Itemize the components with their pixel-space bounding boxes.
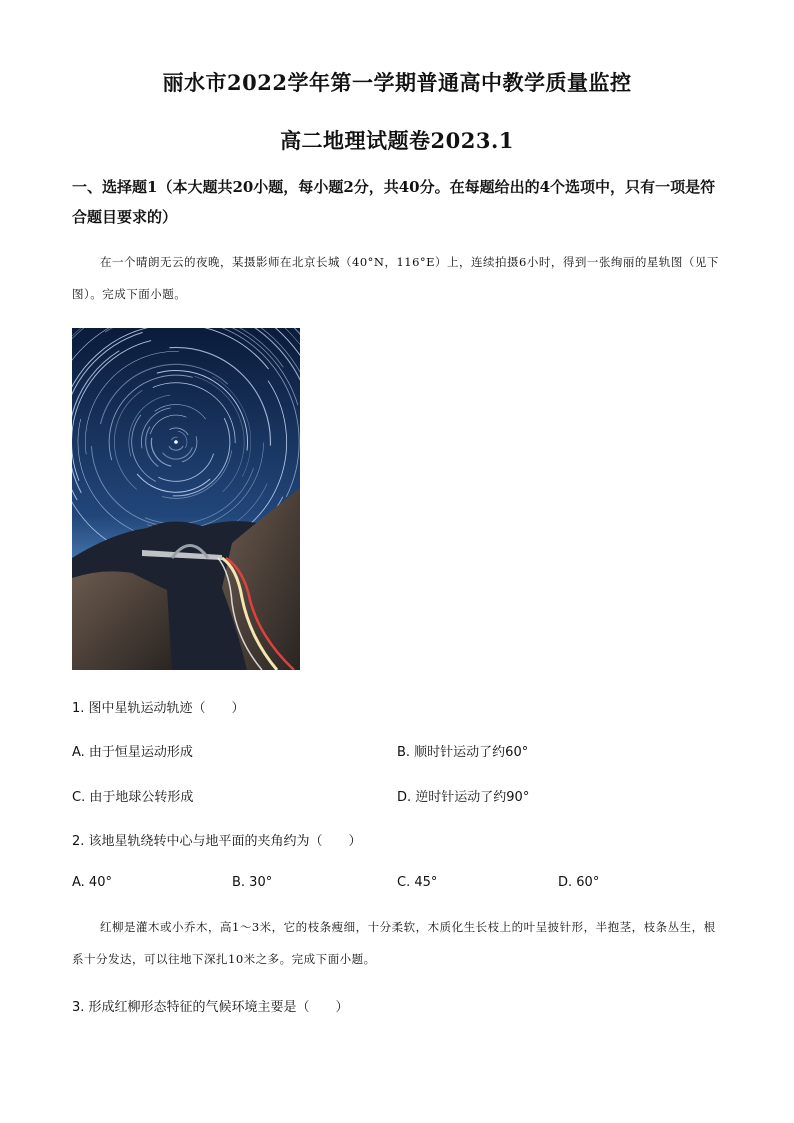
exam-title-line1: 丽水市2022学年第一学期普通高中教学质量监控 — [162, 70, 632, 95]
question-2-option-b: B. 30° — [232, 875, 273, 890]
question-2-option-c: C. 45° — [397, 875, 438, 890]
question-2-stem: 2. 该地星轨绕转中心与地平面的夹角约为（ ） — [72, 834, 362, 849]
pole-star — [174, 440, 178, 444]
question-1-option-d: D. 逆时针运动了约90° — [397, 790, 530, 805]
intro-paragraph-2: 红柳是灌木或小乔木，高1～3米，它的枝条瘦细，十分柔软，木质化生长枝上的叶呈披针形，半抱茎，枝条丛生，根系十分发达，可以往地下深扎10米之多。完成下面小题。 — [72, 920, 716, 966]
question-1-stem: 1. 图中星轨运动轨迹（ ） — [72, 701, 245, 716]
question-1-option-b: B. 顺时针运动了约60° — [397, 745, 529, 760]
star-trail-image — [72, 328, 300, 670]
exam-title-line2: 高二地理试题卷2023.1 — [280, 128, 514, 153]
section-heading: 一、选择题1（本大题共20小题，每小题2分，共40分。在每题给出的4个选项中，只有一项是符合题目要求的） — [72, 178, 716, 226]
question-3-stem: 3. 形成红柳形态特征的气候环境主要是（ ） — [72, 1000, 349, 1015]
question-1-option-c: C. 由于地球公转形成 — [72, 790, 194, 805]
question-2-option-a: A. 40° — [72, 875, 112, 890]
question-2-option-d: D. 60° — [558, 875, 600, 890]
question-1-option-a: A. 由于恒星运动形成 — [72, 745, 193, 760]
star-trail-photo — [72, 328, 300, 670]
left-cliff — [72, 571, 172, 670]
intro-paragraph-1: 在一个晴朗无云的夜晚，某摄影师在北京长城（40°N，116°E）上，连续拍摄6小时，得到一张绚丽的星轨图（见下图）。完成下面小题。 — [72, 255, 719, 301]
